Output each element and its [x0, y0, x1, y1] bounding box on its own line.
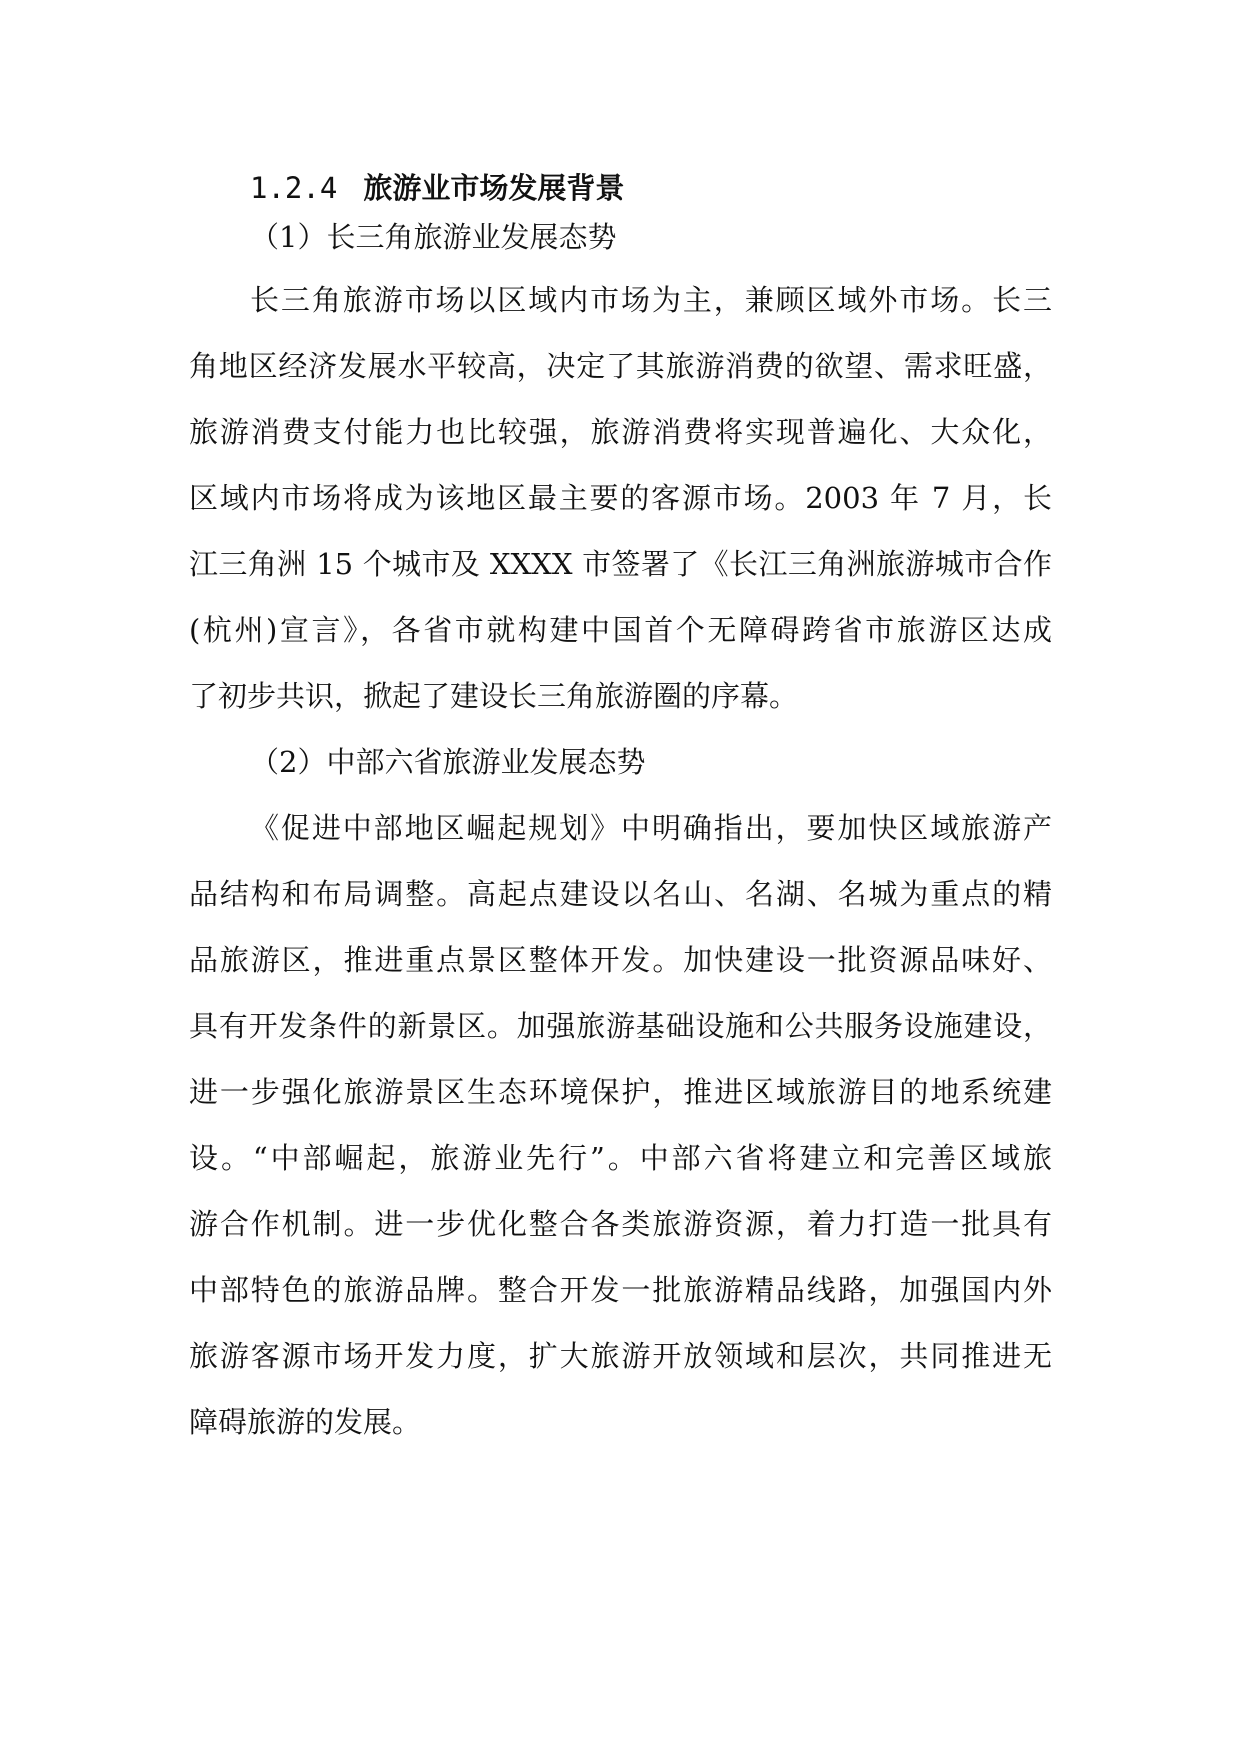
paragraph-line: 《促进中部地区崛起规划》中明确指出，要加快区域旅游产 [250, 811, 1052, 845]
paragraph-line: 具有开发条件的新景区。加强旅游基础设施和公共服务设施建设， [189, 1009, 1052, 1043]
paragraph-line: 角地区经济发展水平较高，决定了其旅游消费的欲望、需求旺盛， [189, 349, 1052, 383]
section-title: 旅游业市场发展背景 [363, 171, 625, 205]
paragraph-line: 进一步强化旅游景区生态环境保护，推进区域旅游目的地系统建 [189, 1075, 1052, 1109]
paragraph-line: 品旅游区，推进重点景区整体开发。加快建设一批资源品味好、 [189, 943, 1052, 977]
paragraph-line: 旅游客源市场开发力度，扩大旅游开放领域和层次，共同推进无 [189, 1339, 1052, 1373]
section-heading [250, 168, 624, 208]
paragraph-line: 设。“中部崛起，旅游业先行”。中部六省将建立和完善区域旅 [189, 1141, 1052, 1175]
subheading-yangtze-delta: （1）长三角旅游业发展态势 [250, 220, 617, 254]
paragraph-line: 了初步共识，掀起了建设长三角旅游圈的序幕。 [189, 679, 799, 713]
paragraph-line: 区域内市场将成为该地区最主要的客源市场。2003 年 7 月，长 [189, 481, 1052, 515]
paragraph-line: (杭州)宣言》，各省市就构建中国首个无障碍跨省市旅游区达成 [189, 613, 1052, 647]
section-number: 1.2.4 [250, 171, 338, 205]
paragraph-line: 游合作机制。进一步优化整合各类旅游资源，着力打造一批具有 [189, 1207, 1052, 1241]
paragraph-line: 中部特色的旅游品牌。整合开发一批旅游精品线路，加强国内外 [189, 1273, 1052, 1307]
paragraph-line: 长三角旅游市场以区域内市场为主，兼顾区域外市场。长三 [250, 283, 1052, 317]
subheading-central-six-provinces: （2）中部六省旅游业发展态势 [250, 745, 646, 779]
paragraph-line: 品结构和布局调整。高起点建设以名山、名湖、名城为重点的精 [189, 877, 1052, 911]
paragraph-line: 障碍旅游的发展。 [189, 1405, 422, 1439]
paragraph-line: 旅游消费支付能力也比较强，旅游消费将实现普遍化、大众化， [189, 415, 1052, 449]
paragraph-line: 江三角洲 15 个城市及 XXXX 市签署了《长江三角洲旅游城市合作 [189, 547, 1052, 581]
